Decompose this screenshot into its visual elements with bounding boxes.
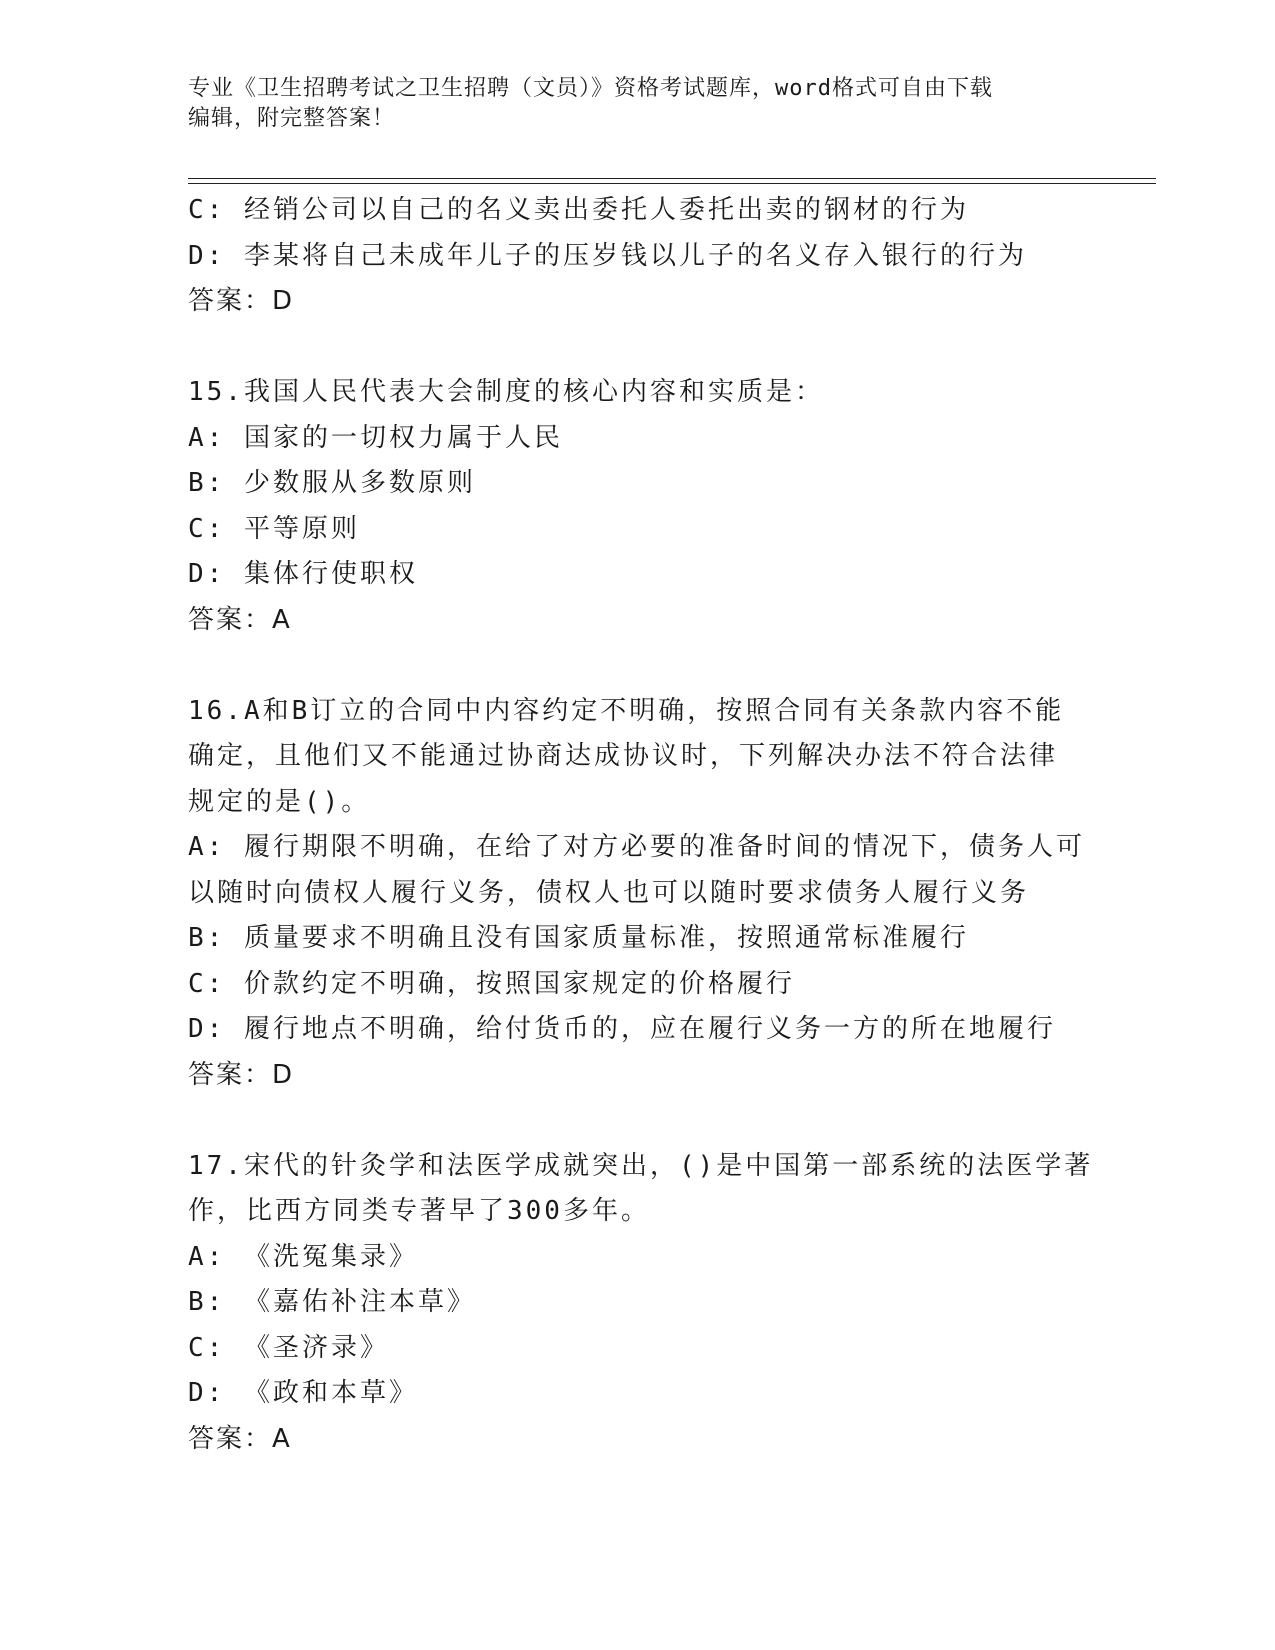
question-stem-line-3: 规定的是()。 — [188, 786, 371, 817]
option-d: D: 《政和本草》 — [188, 1378, 418, 1408]
header-line-1: 专业《卫生招聘考试之卫生招聘（文员）》资格考试题库，word格式可自由下载 — [188, 76, 993, 101]
header-divider-bottom — [188, 183, 1156, 184]
option-c: C: 经销公司以自己的名义卖出委托人委托出卖的钢材的行为 — [188, 195, 969, 225]
option-a: A: 国家的一切权力属于人民 — [188, 422, 563, 453]
question-15 — [188, 370, 1088, 643]
answer: 答案：D — [188, 286, 295, 316]
answer: 答案：A — [188, 604, 292, 635]
spacer — [188, 1098, 1088, 1144]
answer: 答案：D — [188, 1059, 295, 1090]
header-divider-top — [188, 178, 1156, 179]
spacer — [188, 643, 1088, 689]
question-stem: 15.我国人民代表大会制度的核心内容和实质是： — [188, 377, 824, 407]
option-a: A: 《洗冤集录》 — [188, 1241, 418, 1272]
question-stem-line-2: 作，比西方同类专著早了300多年。 — [188, 1196, 650, 1226]
question-stem-line-1: 17.宋代的针灸学和法医学成就突出，()是中国第一部系统的法医学著 — [188, 1150, 1094, 1181]
option-c: C: 价款约定不明确，按照国家规定的价格履行 — [188, 968, 795, 999]
page-header — [188, 74, 1088, 134]
question-list — [188, 188, 1094, 1462]
spacer — [188, 325, 1088, 371]
option-b: B: 《嘉佑补注本草》 — [188, 1287, 476, 1317]
option-a-line-2: 以随时向债权人履行义务，债权人也可以随时要求债务人履行义务 — [188, 877, 1030, 908]
question-stem-line-2: 确定，且他们又不能通过协商达成协议时，下列解决办法不符合法律 — [188, 741, 1059, 771]
answer: 答案：A — [188, 1423, 292, 1454]
option-c: C: 《圣济录》 — [188, 1332, 389, 1363]
option-a-line-1: A: 履行期限不明确，在给了对方必要的准备时间的情况下，债务人可 — [188, 832, 1085, 862]
option-d: D: 李某将自己未成年儿子的压岁钱以儿子的名义存入银行的行为 — [188, 240, 1027, 271]
question-14-tail — [188, 188, 1088, 325]
option-c: C: 平等原则 — [188, 513, 360, 544]
option-d: D: 履行地点不明确，给付货币的，应在履行义务一方的所在地履行 — [188, 1014, 1056, 1044]
option-b: B: 少数服从多数原则 — [188, 468, 476, 498]
question-16 — [188, 689, 1088, 1099]
option-d: D: 集体行使职权 — [188, 559, 418, 589]
option-b: B: 质量要求不明确且没有国家质量标准，按照通常标准履行 — [188, 923, 969, 953]
header-line-2: 编辑，附完整答案！ — [188, 106, 396, 131]
question-17 — [188, 1144, 1094, 1463]
question-stem-line-1: 16.A和B订立的合同中内容约定不明确，按照合同有关条款内容不能 — [188, 695, 1065, 726]
